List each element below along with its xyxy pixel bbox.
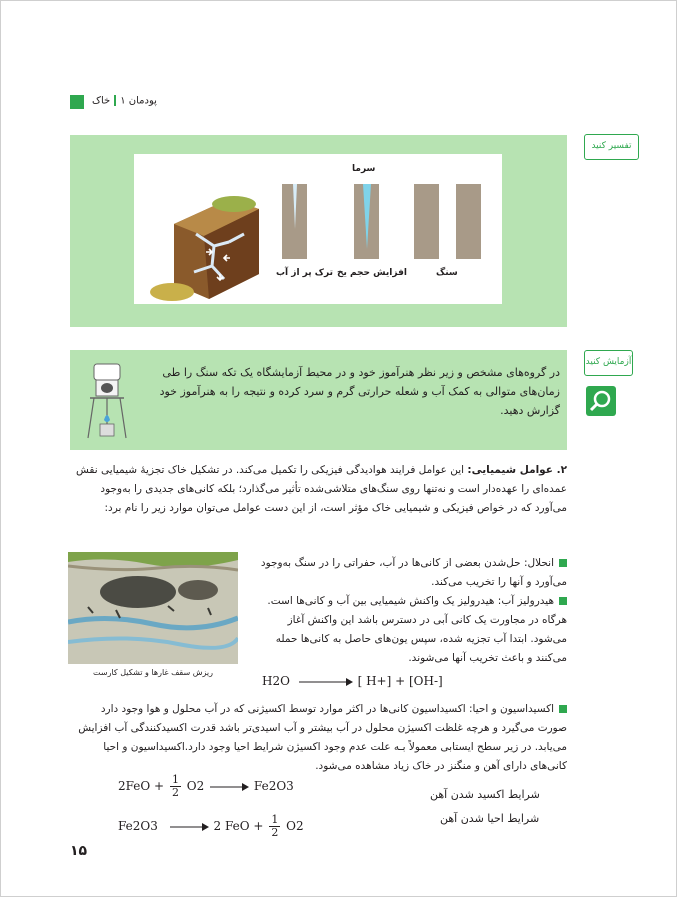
label-cold: سرما bbox=[352, 164, 376, 174]
solution-text: انحلال: حل‌شدن بعضی از کانی‌ها در آب، حفراتی را در سنگ به‌وجود می‌آورد و آنها را تخریب می‌کند. bbox=[260, 557, 567, 588]
bullet-square bbox=[559, 597, 567, 605]
hydrolysis-text: هیدرولیز آب: هیدرولیز یک واکنش شیمیایی بین آب و کانی‌ها است. هرگاه در مجاورت یک کانی آبی در دسترس باشد این واکنش آغاز می‌شود. ابتدا آب تجزیه شده، سپس یون‌های حاصل به کانی‌ها حمله می‌کنند و باعث تخریب آنها می‌شوند. bbox=[267, 595, 567, 664]
eq2-fraction bbox=[269, 814, 280, 839]
eq1-label: شرایط اکسید شدن آهن bbox=[430, 788, 540, 801]
eq1-frac-num: 1 bbox=[171, 773, 179, 786]
eq1-o2: O2 bbox=[186, 779, 205, 793]
lab-stand-icon bbox=[80, 358, 135, 443]
equation-reduction bbox=[118, 814, 304, 839]
eq1-left: 2FeO + bbox=[118, 779, 165, 793]
page-number: ۱۵ bbox=[70, 843, 88, 859]
eq1-fraction bbox=[170, 774, 181, 799]
karst-caption: ریزش سقف غارها و تشکیل کارست bbox=[93, 668, 213, 677]
hydrolysis-item bbox=[256, 592, 567, 668]
eq2-frac-num: 1 bbox=[271, 813, 279, 826]
eq2-frac-den: 2 bbox=[271, 826, 279, 839]
header bbox=[92, 95, 157, 107]
explain-tag bbox=[584, 134, 639, 160]
stone-strip-3 bbox=[414, 184, 439, 259]
eq2-left: Fe2O3 bbox=[118, 819, 158, 833]
arrow-icon bbox=[208, 782, 250, 792]
water-equation bbox=[262, 674, 443, 688]
experiment-tag bbox=[584, 350, 633, 376]
redox-item bbox=[70, 700, 567, 776]
bullet-square bbox=[559, 559, 567, 567]
eq2-right: 2 FeO + bbox=[213, 819, 264, 833]
chemical-intro-text: این عوامل فرایند هوادیدگی فیزیکی را تکمیل می‌کند. در تشکیل خاک تجزیهٔ شیمیایی نقش عمده‌ای را عهده‌دار است و نه‌تنها روی سنگ‌های متلاشی‌شده تأثیر می‌گذارد؛ بلکه کانی‌های جدیدی را به‌وجود می‌آورد که در خواص فیزیکی و شیمیایی خاک مؤثر است، از این دست عوامل می‌توان موارد زیر را نام برد: bbox=[76, 464, 567, 514]
grass-top bbox=[212, 196, 256, 212]
eq2-label: شرایط احیا شدن آهن bbox=[440, 812, 540, 825]
eq-water-left: H2O bbox=[262, 674, 290, 688]
label-crack: ترک پر از آب bbox=[276, 268, 333, 278]
arrow-icon bbox=[294, 677, 354, 687]
arrow-icon bbox=[162, 822, 210, 832]
label-ice: افزایش حجم یخ bbox=[337, 268, 407, 278]
explain-tag-label: تفسیر کنید bbox=[591, 141, 632, 151]
magnifier-icon bbox=[586, 386, 616, 416]
header-square bbox=[70, 95, 84, 109]
weathering-diagram bbox=[134, 154, 502, 304]
solution-item bbox=[256, 554, 567, 592]
weathering-illustration bbox=[134, 154, 502, 304]
header-module: پودمان ۱ bbox=[120, 95, 157, 107]
header-topic: خاک bbox=[92, 95, 111, 107]
redox-text: اکسیداسیون و احیا: اکسیداسیون کانی‌ها در اکثر موارد توسط اکسیژنی که در آب محلول و هوا وجود دارد صورت می‌گیرد و هرچه غلظت اکسیژن محلول در آب بیشتر و آب اسیدی‌تر باشد قدرت اکسیدکنندگی آب افزایش می‌یابد. در زیر سطح ایستابی معمولاً بـه علت عدم وجود اکسیژن شرایط احیا وجود دارد.اکسیداسیون و احیا کانی‌های دارای آهن و منگنز در خاک زیاد مشاهده می‌شود. bbox=[78, 703, 567, 772]
stone-strip-4 bbox=[456, 184, 481, 259]
eq1-frac-den: 2 bbox=[171, 786, 179, 799]
grass-left bbox=[150, 283, 194, 301]
experiment-text: در گروه‌های مشخص و زیر نظر هنرآموز خود و در محیط آزمایشگاه یک تکه سنگ را طی زمان‌های متوالی به کمک آب و شعله حرارتی گرم و سرد کرده و نتیجه را به هنرآموز خود گزارش دهید. bbox=[159, 366, 560, 417]
header-separator bbox=[114, 95, 116, 106]
eq2-o2: O2 bbox=[286, 819, 304, 833]
chemical-title: ۲. عوامل شیمیایی: bbox=[467, 464, 567, 476]
eq-water-right: [ H+] + [OH-] bbox=[357, 674, 443, 688]
karst-photo bbox=[68, 552, 238, 664]
equation-oxidation bbox=[118, 774, 294, 799]
bullet-square bbox=[559, 705, 567, 713]
chemical-intro bbox=[70, 461, 567, 518]
eq1-right: Fe2O3 bbox=[253, 779, 294, 793]
label-stone: سنگ bbox=[436, 268, 458, 278]
experiment-tag-label: آزمایش کنید bbox=[585, 357, 632, 367]
